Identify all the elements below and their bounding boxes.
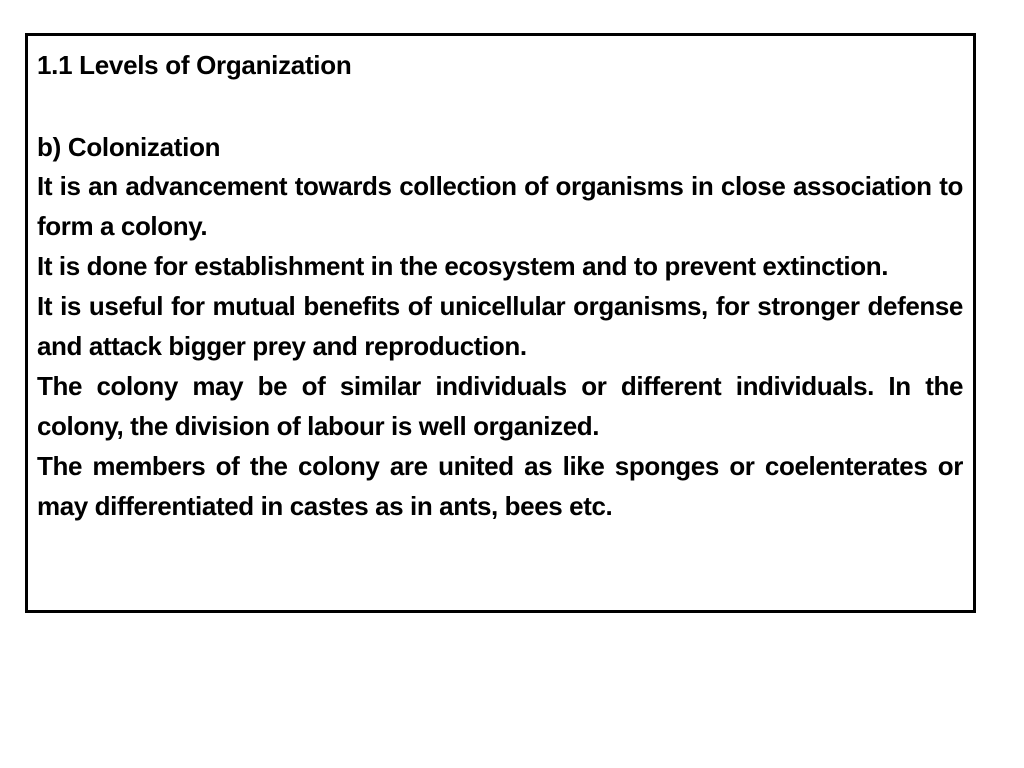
paragraph-examples: The members of the colony are united as like sponges or coelenterates or may differentiated in castes as in ants, bees etc. [37,451,963,521]
paragraph-definition: It is an advancement towards collection of organisms in close association to form a colony. [37,171,963,241]
paragraph-colony-types: The colony may be of similar individuals or different individuals. In the colony, the division of labour is well organized. [37,371,963,441]
paragraph-benefits: It is useful for mutual benefits of unicellular organisms, for stronger defense and attack bigger prey and reproduction. [37,291,963,361]
section-heading: b) Colonization [37,132,221,162]
paragraph-purpose: It is done for establishment in the ecosystem and to prevent extinction. [37,251,889,281]
content-box [25,33,976,613]
slide-title: 1.1 Levels of Organization [37,50,352,80]
